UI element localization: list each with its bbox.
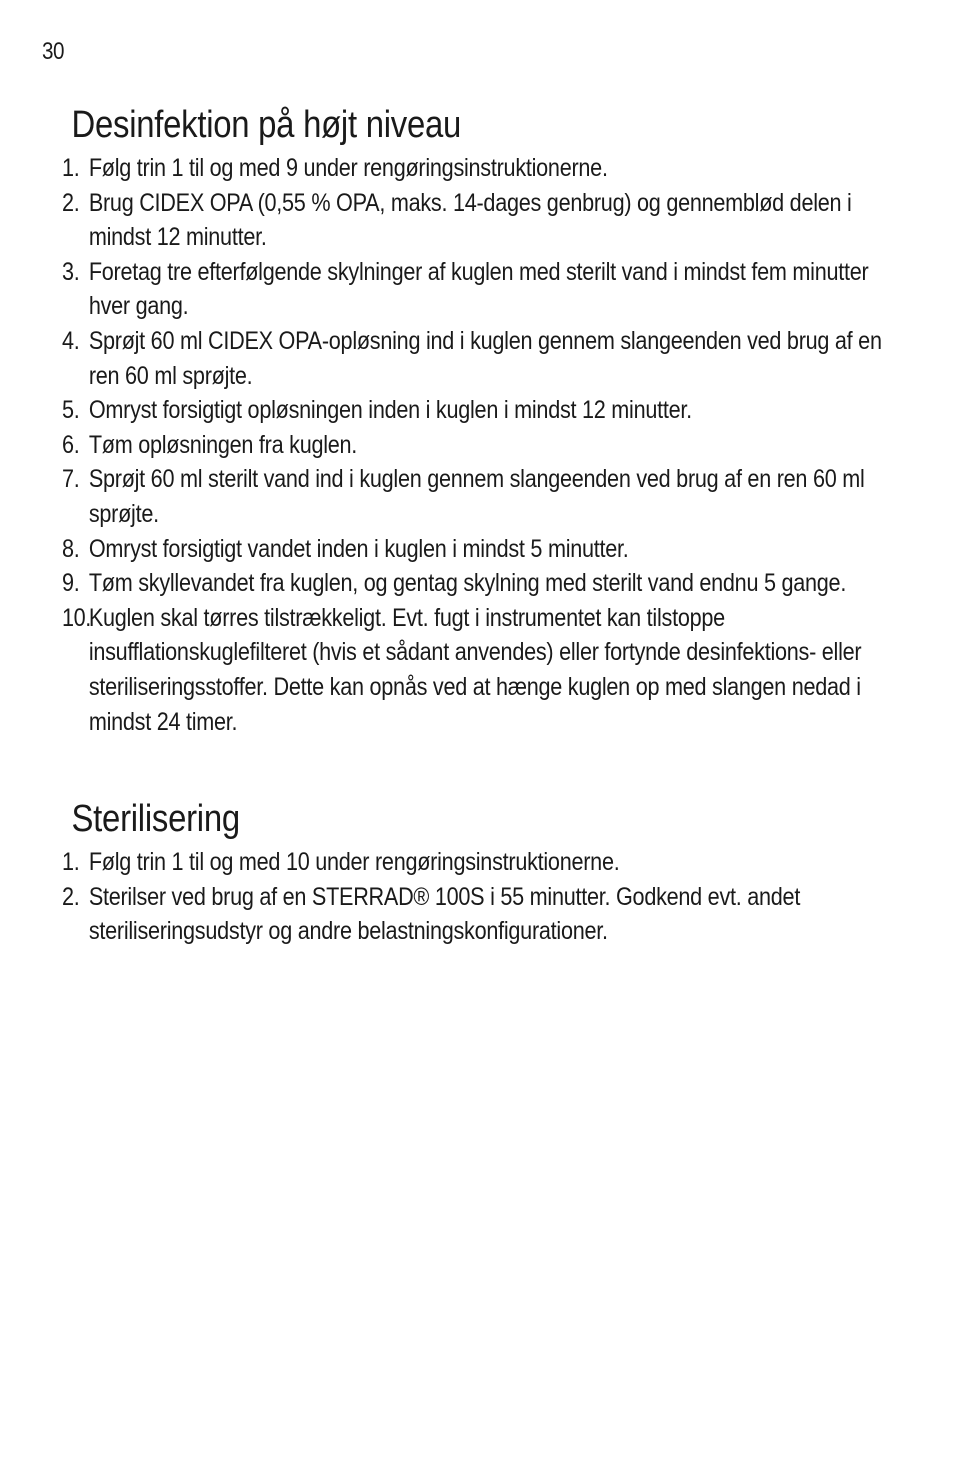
step-number: 7. <box>62 465 80 494</box>
step-number: 1. <box>62 848 80 876</box>
step-text: Omryst forsigtigt vandet inden i kuglen i mindst 5 minutter. <box>88 534 629 563</box>
list-item <box>62 566 910 601</box>
list-item <box>62 428 910 463</box>
step-text: Kuglen skal tørres tilstrækkeligt. Evt. fugt i instrumentet kan tilstoppe insufflationskuglefilteret (hvis et sådant anvendes) eller fortynde desinfektions- eller steriliseringsstoffer. Dette kan opnås ved at hænge kuglen op med slangen nedad i mindst 24 timer. <box>88 603 862 736</box>
list-item <box>62 393 910 428</box>
step-text: Tøm opløsningen fra kuglen. <box>88 430 358 459</box>
section-high-level-disinfection <box>62 103 910 739</box>
step-number: 3. <box>62 257 80 286</box>
step-number: 2. <box>62 188 80 217</box>
step-text: Brug CIDEX OPA (0,55 % OPA, maks. 14-dages genbrug) og gennemblød delen i mindst 12 minutter. <box>88 188 852 252</box>
steps-list <box>62 845 910 949</box>
step-text: Foretag tre efterfølgende skylninger af kuglen med sterilt vand i mindst fem minutter hver gang. <box>88 257 869 321</box>
step-number: 5. <box>62 396 80 425</box>
list-item <box>62 255 910 324</box>
steps-list <box>62 151 910 739</box>
step-text: Følg trin 1 til og med 9 under rengøringsinstruktionerne. <box>88 154 608 182</box>
step-number: 9. <box>62 569 80 598</box>
list-item <box>62 462 910 531</box>
list-item <box>62 601 910 739</box>
step-number: 8. <box>62 534 80 563</box>
step-text: Omryst forsigtigt opløsningen inden i kuglen i mindst 12 minutter. <box>88 396 692 425</box>
step-number: 4. <box>62 326 80 355</box>
list-item <box>62 532 910 567</box>
step-text: Sprøjt 60 ml sterilt vand ind i kuglen gennem slangeenden ved brug af en ren 60 ml sprøjte. <box>88 465 865 528</box>
section-title: Sterilisering <box>71 798 240 840</box>
step-text: Følg trin 1 til og med 10 under rengøringsinstruktionerne. <box>88 848 620 876</box>
list-item <box>62 151 910 186</box>
section-sterilization <box>62 797 910 949</box>
step-number: 2. <box>62 882 80 911</box>
step-text: Tøm skyllevandet fra kuglen, og gentag skylning med sterilt vand endnu 5 gange. <box>88 569 847 598</box>
step-number: 6. <box>62 430 80 459</box>
step-text: Sterilser ved brug af en STERRAD® 100S i 55 minutter. Godkend evt. andet steriliseringsudstyr og andre belastningskonfigurationer. <box>88 882 801 946</box>
list-item <box>62 880 910 949</box>
step-number: 10. <box>62 603 91 632</box>
section-title: Desinfektion på højt niveau <box>71 104 462 146</box>
step-number: 1. <box>62 154 80 182</box>
list-item <box>62 324 910 393</box>
page-number: 30 <box>42 38 65 65</box>
step-text: Sprøjt 60 ml CIDEX OPA-opløsning ind i kuglen gennem slangeenden ved brug af en ren 60 ml sprøjte. <box>88 326 882 390</box>
list-item <box>62 845 910 880</box>
list-item <box>62 186 910 255</box>
